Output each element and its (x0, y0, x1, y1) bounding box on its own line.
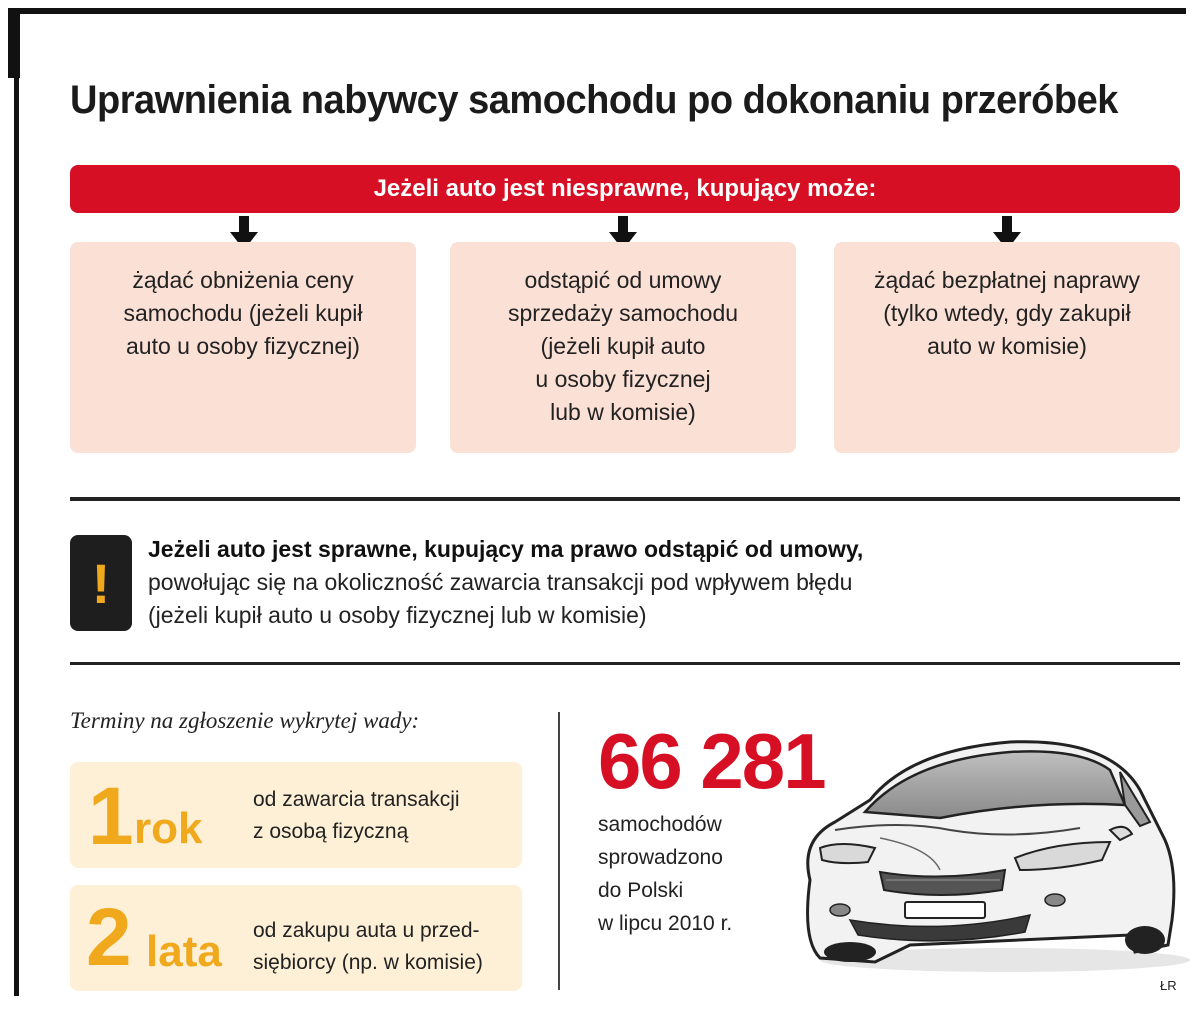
warning-line-3: (jeżeli kupił auto u osoby fizycznej lub w komisie) (148, 602, 647, 628)
term-description (253, 784, 460, 848)
warning-text (148, 533, 1178, 632)
term-desc-line: od zawarcia transakcji (253, 788, 460, 811)
banner-text: Jeżeli auto jest niesprawne, kupujący może: (373, 175, 877, 202)
exclamation-icon: ! (91, 551, 111, 615)
warning-line-2: powołując się na okoliczność zawarcia transakcji pod wpływem błędu (148, 569, 853, 595)
warning-box (70, 535, 132, 631)
condition-banner (70, 165, 1180, 213)
terms-heading: Terminy na zgłoszenie wykrytej wady: (70, 708, 420, 733)
car-illustration (780, 730, 1190, 975)
warning-bold-line: Jeżeli auto jest sprawne, kupujący ma prawo odstąpić od umowy, (148, 536, 864, 562)
frame-left-line (14, 8, 19, 996)
page-title: Uprawnienia nabywcy samochodu po dokonaniu przeróbek (70, 78, 1118, 122)
imported-cars-description: samochodów sprowadzono do Polski w lipcu 2010 r. (598, 813, 733, 935)
term-box-1 (70, 762, 522, 868)
divider-rule (70, 662, 1180, 665)
divider-rule (70, 497, 1180, 501)
term-unit: lata (146, 927, 222, 976)
vertical-divider (558, 712, 560, 990)
option-withdraw-contract: odstąpić od umowy sprzedaży samochodu (jeżeli kupił auto u osoby fizycznej lub w komisie) (450, 242, 796, 453)
term-description (253, 915, 483, 979)
option-free-repair: żądać bezpłatnej naprawy (tylko wtedy, gdy zakupił auto w komisie) (834, 242, 1180, 453)
term-desc-line: siębiorcy (np. w komisie) (253, 951, 483, 974)
term-box-2 (70, 885, 522, 991)
term-unit: rok (134, 804, 203, 853)
term-number: 1 (88, 771, 131, 862)
frame-top-line (8, 8, 1186, 14)
author-credit: ŁR (1160, 978, 1177, 993)
option-price-reduction: żądać obniżenia ceny samochodu (jeżeli kupił auto u osoby fizycznej) (70, 242, 416, 453)
term-number: 2 (86, 892, 129, 983)
imported-cars-count: 66 281 (598, 717, 825, 805)
term-desc-line: z osobą fizyczną (253, 820, 409, 843)
term-desc-line: od zakupu auta u przed- (253, 919, 480, 942)
